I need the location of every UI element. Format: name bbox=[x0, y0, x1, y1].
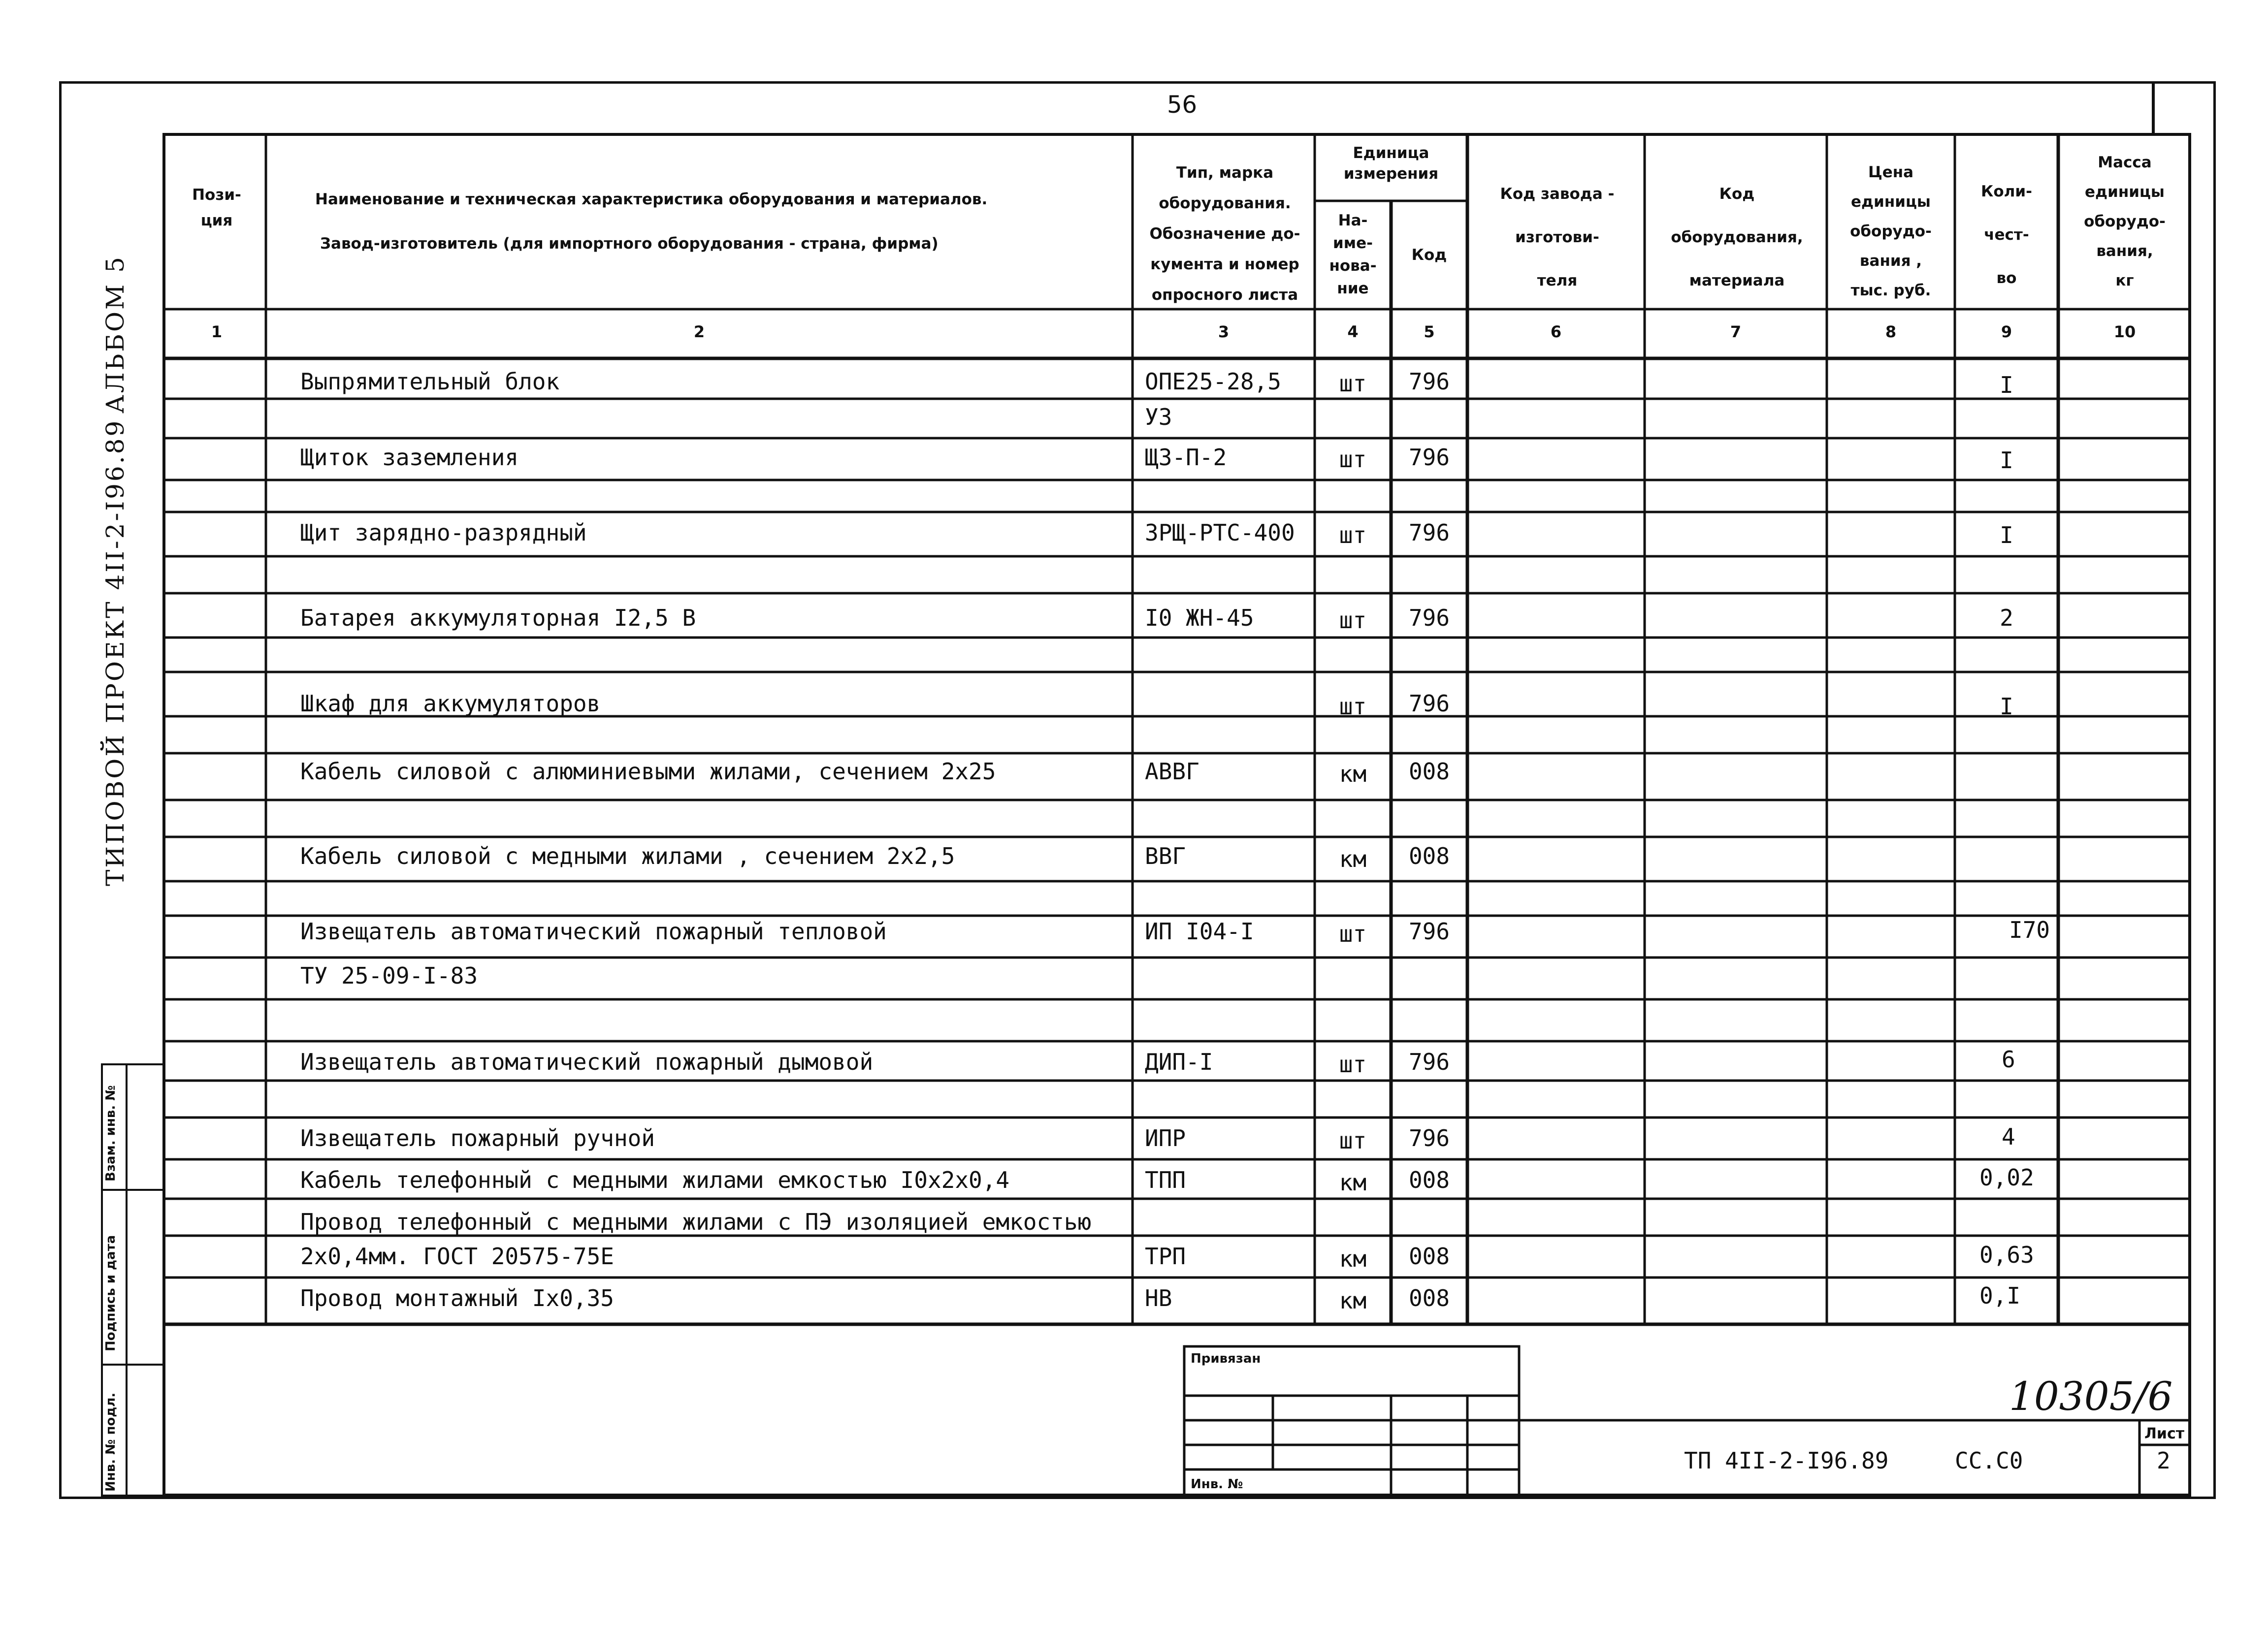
row-unit-code: 796 bbox=[1408, 444, 1450, 471]
row-unit-code: 796 bbox=[1408, 519, 1450, 546]
row-unit: км bbox=[1339, 1287, 1367, 1314]
row-unit: шт bbox=[1339, 607, 1367, 634]
row-name: Щит зарядно-разрядный bbox=[300, 519, 587, 546]
row-quantity: 0,02 bbox=[1979, 1164, 2034, 1191]
stamp-inv-original: Инв. № подл. bbox=[103, 1392, 118, 1492]
hdr-factory: Код завода - изготови- теля bbox=[1500, 185, 1615, 289]
row-name-continued: 2х0,4мм. ГОСТ 20575-75Е bbox=[300, 1243, 614, 1270]
hdr-equip-code: Код оборудования, материала bbox=[1671, 185, 1803, 289]
col-number-4: 4 bbox=[1347, 322, 1359, 341]
row-name: Извещатель пожарный ручной bbox=[300, 1125, 655, 1151]
row-unit-code: 796 bbox=[1408, 1049, 1450, 1075]
stamp-inv-replace: Взам. инв. № bbox=[103, 1085, 118, 1181]
row-unit: км bbox=[1339, 1245, 1367, 1272]
hdr-unit-code: Код bbox=[1411, 246, 1447, 264]
inv-label: Инв. № bbox=[1191, 1477, 1243, 1492]
col-number-7: 7 bbox=[1730, 322, 1742, 341]
side-album: АЛЬБОМ 5 bbox=[101, 255, 130, 414]
row-unit-code: 008 bbox=[1408, 1167, 1450, 1193]
row-quantity: I bbox=[2000, 693, 2013, 720]
col-number-1: 1 bbox=[211, 322, 223, 341]
row-quantity: 4 bbox=[2002, 1123, 2015, 1150]
row-name: Извещатель автоматический пожарный дымовой bbox=[300, 1049, 874, 1075]
row-type-continued: УЗ bbox=[1145, 404, 1172, 430]
row-unit-code: 008 bbox=[1408, 1243, 1450, 1270]
row-type: ДИП-I bbox=[1145, 1049, 1213, 1075]
row-type: ИПР bbox=[1145, 1125, 1186, 1151]
row-type: ТПП bbox=[1145, 1167, 1186, 1193]
row-name-continued: ТУ 25-09-I-83 bbox=[300, 962, 478, 989]
row-name: Кабель силовой с алюминиевыми жилами, сечением 2х25 bbox=[300, 758, 996, 785]
row-unit-code: 796 bbox=[1408, 1125, 1450, 1151]
row-type: ОПЕ25-28,5 bbox=[1145, 368, 1281, 395]
row-unit: шт bbox=[1339, 522, 1367, 548]
col-number-5: 5 bbox=[1424, 322, 1435, 341]
row-name: Щиток заземления bbox=[300, 444, 519, 471]
row-type: I0 ЖН-45 bbox=[1145, 605, 1254, 631]
hdr-mass: Масса единицы оборудо- вания, кг bbox=[2084, 154, 2166, 289]
row-type: ТРП bbox=[1145, 1243, 1186, 1270]
row-unit: км bbox=[1339, 1169, 1367, 1196]
hdr-position: Пози- ция bbox=[192, 186, 241, 229]
hdr-qty: Коли- чест- во bbox=[1981, 183, 2032, 287]
row-quantity: I bbox=[2000, 522, 2013, 548]
row-type: ЩЗ-П-2 bbox=[1145, 444, 1227, 471]
bound-label: Привязан bbox=[1191, 1351, 1261, 1366]
row-unit-code: 796 bbox=[1408, 690, 1450, 717]
col-number-2: 2 bbox=[693, 322, 705, 341]
row-unit-code: 796 bbox=[1408, 605, 1450, 631]
hdr-unit-name: На- име- нова- ние bbox=[1329, 212, 1377, 297]
hdr-type: Тип, марка оборудования. Обозначение до- кумента и номер опросного листа bbox=[1149, 164, 1300, 304]
row-unit: шт bbox=[1339, 1127, 1367, 1154]
col-number-9: 9 bbox=[2001, 322, 2012, 341]
row-unit-code: 008 bbox=[1408, 1285, 1450, 1311]
row-type: ЗРЩ-РТС-400 bbox=[1145, 519, 1295, 546]
row-unit-code: 008 bbox=[1408, 843, 1450, 869]
row-name: Кабель телефонный с медными жилами емкостью I0х2х0,4 bbox=[300, 1167, 1010, 1193]
row-name: Провод монтажный Iх0,35 bbox=[300, 1285, 614, 1311]
row-type: НВ bbox=[1145, 1285, 1172, 1311]
row-unit: км bbox=[1339, 846, 1367, 872]
col-number-6: 6 bbox=[1550, 322, 1562, 341]
row-name: Выпрямительный блок bbox=[300, 368, 560, 395]
row-name: Батарея аккумуляторная I2,5 В bbox=[300, 605, 696, 631]
doc-code: ТП 4II-2-I96.89 bbox=[1684, 1447, 1889, 1474]
row-name: Кабель силовой с медными жилами , сечением 2х2,5 bbox=[300, 843, 955, 869]
col-number-10: 10 bbox=[2113, 322, 2136, 341]
side-project: ТИПОВОЙ ПРОЕКТ 4II-2-I96.89 bbox=[101, 418, 130, 886]
row-unit: км bbox=[1339, 761, 1367, 787]
col-number-8: 8 bbox=[1885, 322, 1897, 341]
page-number: 56 bbox=[1167, 91, 1198, 119]
sheet-label: Лист bbox=[2144, 1425, 2185, 1442]
row-quantity: I70 bbox=[2009, 917, 2050, 943]
stamp-sign-date: Подпись и дата bbox=[103, 1235, 118, 1351]
hdr-unit: Единица измерения bbox=[1343, 144, 1439, 183]
row-type: АВВГ bbox=[1145, 758, 1199, 785]
row-unit: шт bbox=[1339, 446, 1367, 473]
hdr-price: Цена единицы оборудо- вания , тыс. руб. bbox=[1850, 163, 1932, 299]
col-number-3: 3 bbox=[1218, 322, 1230, 341]
row-quantity: 2 bbox=[2000, 605, 2013, 631]
row-quantity: 6 bbox=[2002, 1046, 2015, 1073]
row-unit: шт bbox=[1339, 921, 1367, 947]
row-type: ИП I04-I bbox=[1145, 918, 1254, 945]
hdr-name: Наименование и техническая характеристика оборудования и материалов. Завод-изготовитель (для импортного оборудования - страна, фирма) bbox=[315, 191, 988, 253]
row-name: Шкаф для аккумуляторов bbox=[300, 690, 601, 717]
row-unit-code: 796 bbox=[1408, 368, 1450, 395]
row-unit-code: 008 bbox=[1408, 758, 1450, 785]
row-unit-code: 796 bbox=[1408, 918, 1450, 945]
row-unit: шт bbox=[1339, 1051, 1367, 1078]
row-type: ВВГ bbox=[1145, 843, 1186, 869]
row-quantity: 0,63 bbox=[1979, 1242, 2034, 1268]
row-quantity: I bbox=[2000, 447, 2013, 474]
row-unit: шт bbox=[1339, 693, 1367, 720]
doc-sheet: СС.С0 bbox=[1955, 1447, 2023, 1474]
sheet-number: 2 bbox=[2157, 1447, 2171, 1474]
row-quantity: 0,I bbox=[1979, 1282, 2021, 1309]
row-quantity: I bbox=[2000, 372, 2013, 398]
row-unit: шт bbox=[1339, 370, 1367, 397]
row-name: Провод телефонный с медными жилами с ПЭ изоляцией емкостью bbox=[300, 1209, 1092, 1235]
row-name: Извещатель автоматический пожарный тепловой bbox=[300, 918, 887, 945]
handwritten-number: 10305/6 bbox=[2009, 1373, 2173, 1419]
